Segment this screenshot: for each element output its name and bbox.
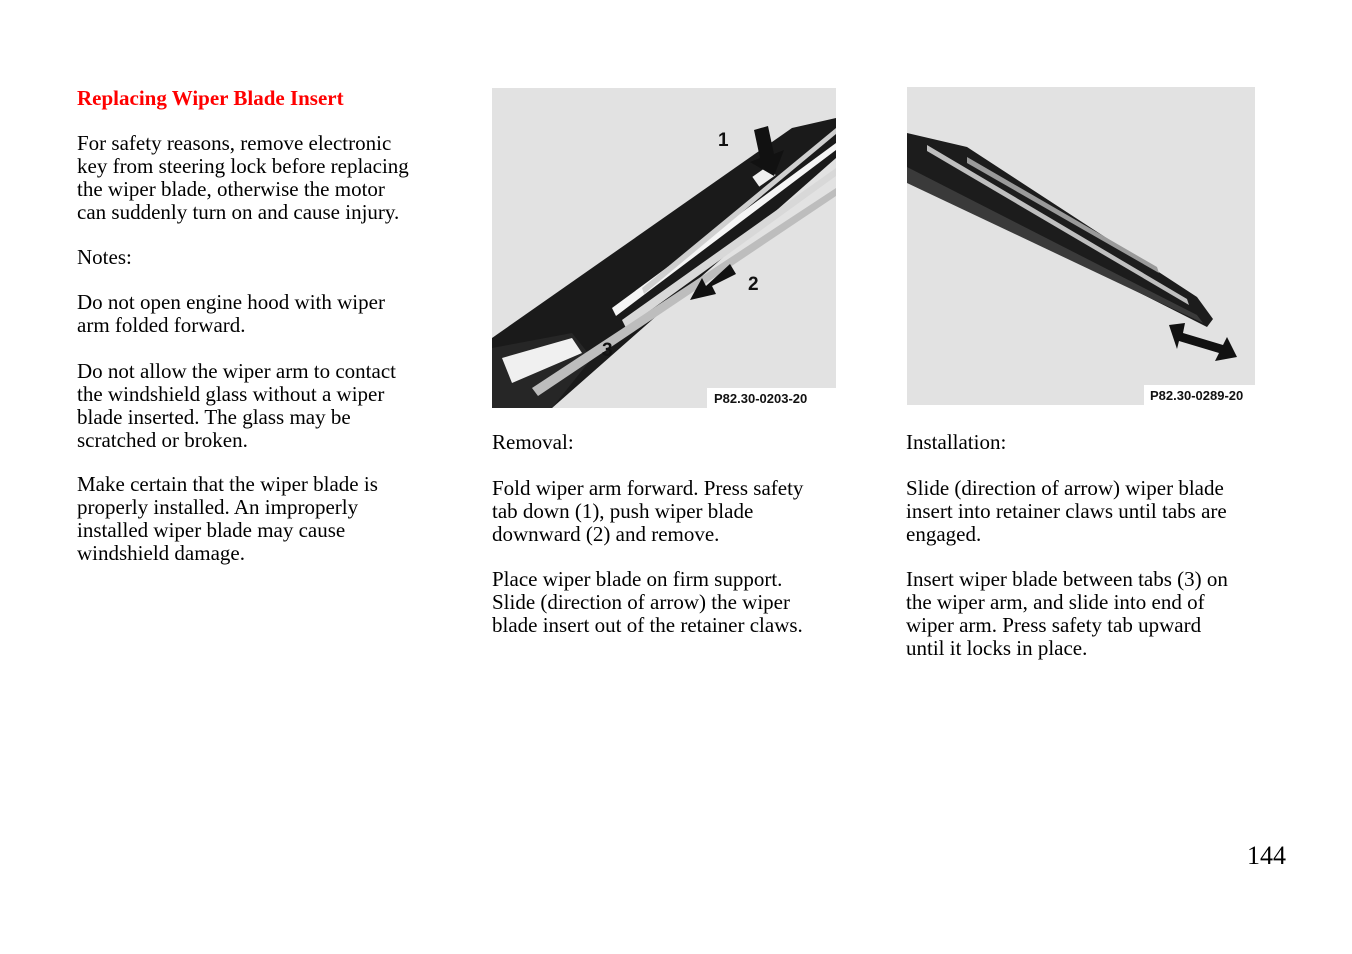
installation-step-1: Slide (direction of arrow) wiper blade insert into retainer claws until tabs are engaged. xyxy=(906,476,1227,546)
safety-warning: For safety reasons, remove electronic key from steering lock before replacing the wiper blade, otherwise the motor can suddenly turn on and cause injury. xyxy=(77,131,409,224)
installation-title: Installation: xyxy=(906,430,1007,454)
installation-figure xyxy=(907,87,1255,405)
removal-step-1: Fold wiper arm forward. Press safety tab down (1), push wiper blade downward (2) and remove. xyxy=(492,476,804,546)
callout-2: 2 xyxy=(748,274,759,295)
page-number: 144 xyxy=(1247,841,1286,870)
notes-label: Notes: xyxy=(77,245,132,269)
section-heading: Replacing Wiper Blade Insert xyxy=(77,86,344,110)
note-hood: Do not open engine hood with wiper arm folded forward. xyxy=(77,290,385,337)
installation-step-2: Insert wiper blade between tabs (3) on the wiper arm, and slide into end of wiper arm. Press safety tab upward until it locks in place. xyxy=(906,567,1228,660)
removal-figure xyxy=(492,88,836,408)
callout-3: 3 xyxy=(602,340,613,361)
installation-illustration xyxy=(907,87,1255,405)
removal-illustration xyxy=(492,88,836,408)
note-installation: Make certain that the wiper blade is properly installed. An improperly installed wiper blade may cause windshield damage. xyxy=(77,472,378,565)
removal-figure-code: P82.30-0203-20 xyxy=(714,391,808,406)
callout-1: 1 xyxy=(718,130,729,151)
note-glass: Do not allow the wiper arm to contact the windshield glass without a wiper blade inserted. The glass may be scratched or broken. xyxy=(77,359,396,452)
removal-step-2: Place wiper blade on firm support. Slide (direction of arrow) the wiper blade insert out of the retainer claws. xyxy=(492,567,803,637)
removal-title: Removal: xyxy=(492,430,574,454)
installation-figure-code: P82.30-0289-20 xyxy=(1150,388,1244,403)
